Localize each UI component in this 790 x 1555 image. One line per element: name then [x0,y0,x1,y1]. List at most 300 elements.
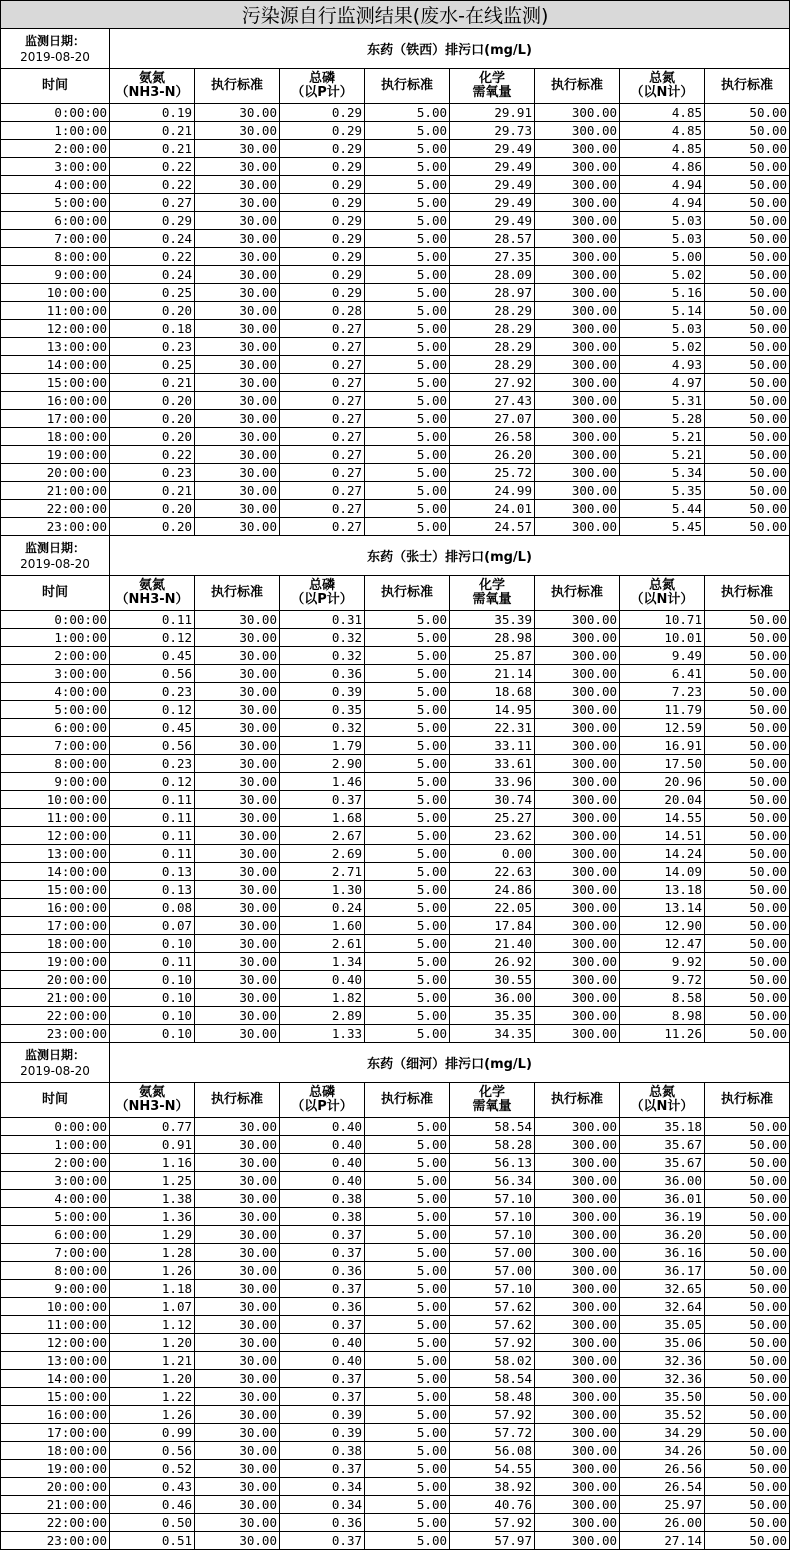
monitoring-date-label: 监测日期： [24,540,85,555]
value-cell: 0.29 [110,212,195,230]
value-cell: 1.22 [110,1388,195,1406]
value-cell: 24.01 [450,500,535,518]
value-cell: 5.00 [365,989,450,1007]
value-cell: 0.27 [280,338,365,356]
value-cell: 300.00 [535,863,620,881]
table-row [1,302,790,320]
value-cell: 5.00 [365,1172,450,1190]
value-cell: 50.00 [705,410,790,428]
value-cell: 1.26 [110,1406,195,1424]
value-cell: 36.01 [620,1190,705,1208]
column-header [365,69,450,104]
column-header [620,69,705,104]
value-cell: 50.00 [705,1136,790,1154]
value-cell: 1.38 [110,1190,195,1208]
time-cell: 22:00:00 [1,1514,110,1532]
table-row [1,1388,790,1406]
value-cell: 5.00 [365,428,450,446]
value-cell: 5.00 [365,374,450,392]
column-header-row [1,1083,790,1118]
time-cell: 0:00:00 [1,1118,110,1136]
value-cell: 0.11 [110,791,195,809]
column-header-label: （以P计） [291,1099,353,1114]
column-header [280,69,365,104]
time-cell: 8:00:00 [1,1262,110,1280]
value-cell: 0.45 [110,719,195,737]
time-cell: 6:00:00 [1,719,110,737]
table-row [1,140,790,158]
value-cell: 5.00 [365,1370,450,1388]
time-cell: 8:00:00 [1,248,110,266]
value-cell: 22.63 [450,863,535,881]
value-cell: 0.36 [280,1514,365,1532]
column-header [705,1083,790,1118]
value-cell: 0.56 [110,737,195,755]
value-cell: 12.47 [620,935,705,953]
value-cell: 29.49 [450,212,535,230]
value-cell: 300.00 [535,1334,620,1352]
value-cell: 50.00 [705,683,790,701]
value-cell: 1.82 [280,989,365,1007]
column-header-label: 执行标准 [721,1092,774,1107]
value-cell: 300.00 [535,122,620,140]
value-cell: 5.44 [620,500,705,518]
column-header-label: 化学 [478,71,505,86]
value-cell: 5.00 [365,665,450,683]
value-cell: 32.36 [620,1352,705,1370]
value-cell: 5.00 [365,1208,450,1226]
value-cell: 5.00 [365,446,450,464]
value-cell: 0.37 [280,1370,365,1388]
value-cell: 30.00 [195,863,280,881]
value-cell: 0.12 [110,629,195,647]
value-cell: 0.51 [110,1532,195,1550]
value-cell: 50.00 [705,248,790,266]
value-cell: 29.49 [450,140,535,158]
value-cell: 300.00 [535,1226,620,1244]
value-cell: 8.58 [620,989,705,1007]
value-cell: 0.22 [110,158,195,176]
value-cell: 0.36 [280,1262,365,1280]
value-cell: 5.00 [365,1007,450,1025]
value-cell: 5.02 [620,338,705,356]
time-cell: 5:00:00 [1,1208,110,1226]
column-header [1,1083,110,1118]
value-cell: 0.43 [110,1478,195,1496]
value-cell: 9.49 [620,647,705,665]
value-cell: 0.12 [110,701,195,719]
value-cell: 300.00 [535,410,620,428]
table-row [1,953,790,971]
value-cell: 56.34 [450,1172,535,1190]
value-cell: 0.29 [280,230,365,248]
value-cell: 50.00 [705,1334,790,1352]
time-cell: 21:00:00 [1,989,110,1007]
value-cell: 0.23 [110,755,195,773]
value-cell: 30.00 [195,302,280,320]
table-row [1,338,790,356]
value-cell: 14.51 [620,827,705,845]
value-cell: 0.32 [280,719,365,737]
value-cell: 0.22 [110,176,195,194]
value-cell: 10.71 [620,611,705,629]
value-cell: 0.52 [110,1460,195,1478]
table-row [1,284,790,302]
column-header-label: 执行标准 [550,585,603,600]
value-cell: 0.39 [280,1424,365,1442]
value-cell: 0.11 [110,845,195,863]
value-cell: 0.27 [280,356,365,374]
value-cell: 0.07 [110,917,195,935]
value-cell: 28.09 [450,266,535,284]
value-cell: 0.36 [280,1298,365,1316]
table-row [1,356,790,374]
value-cell: 0.40 [280,1334,365,1352]
value-cell: 50.00 [705,719,790,737]
value-cell: 30.00 [195,482,280,500]
value-cell: 5.00 [365,863,450,881]
value-cell: 30.00 [195,500,280,518]
value-cell: 35.52 [620,1406,705,1424]
value-cell: 50.00 [705,935,790,953]
column-header-label: （以P计） [291,85,353,100]
value-cell: 30.00 [195,104,280,122]
value-cell: 1.16 [110,1154,195,1172]
value-cell: 50.00 [705,266,790,284]
value-cell: 57.62 [450,1298,535,1316]
value-cell: 5.00 [365,1388,450,1406]
value-cell: 5.00 [365,338,450,356]
value-cell: 30.00 [195,809,280,827]
time-cell: 18:00:00 [1,935,110,953]
column-header-label: 总氮 [648,71,675,86]
value-cell: 300.00 [535,1514,620,1532]
value-cell: 5.00 [365,266,450,284]
value-cell: 1.20 [110,1370,195,1388]
value-cell: 30.00 [195,1262,280,1280]
value-cell: 50.00 [705,1244,790,1262]
value-cell: 5.00 [365,971,450,989]
value-cell: 30.00 [195,1514,280,1532]
value-cell: 0.20 [110,302,195,320]
value-cell: 30.00 [195,338,280,356]
table-row [1,410,790,428]
value-cell: 300.00 [535,1496,620,1514]
value-cell: 35.18 [620,1118,705,1136]
value-cell: 0.29 [280,158,365,176]
table-row [1,1136,790,1154]
value-cell: 5.00 [365,1442,450,1460]
table-row [1,518,790,536]
value-cell: 35.50 [620,1388,705,1406]
table-row [1,1262,790,1280]
value-cell: 20.96 [620,773,705,791]
value-cell: 300.00 [535,755,620,773]
value-cell: 5.21 [620,446,705,464]
value-cell: 300.00 [535,647,620,665]
outlet-name: 东药（细河）排污口(mg/L) [110,1043,790,1083]
value-cell: 300.00 [535,683,620,701]
value-cell: 22.31 [450,719,535,737]
value-cell: 50.00 [705,518,790,536]
column-header-label: （以N计） [630,592,694,607]
value-cell: 300.00 [535,248,620,266]
time-cell: 17:00:00 [1,410,110,428]
time-cell: 13:00:00 [1,845,110,863]
time-cell: 17:00:00 [1,1424,110,1442]
value-cell: 18.68 [450,683,535,701]
value-cell: 50.00 [705,212,790,230]
time-cell: 12:00:00 [1,320,110,338]
value-cell: 5.00 [365,1280,450,1298]
value-cell: 5.21 [620,428,705,446]
value-cell: 0.37 [280,1460,365,1478]
value-cell: 0.27 [280,392,365,410]
value-cell: 50.00 [705,1226,790,1244]
value-cell: 5.00 [365,755,450,773]
table-row [1,1532,790,1550]
value-cell: 14.24 [620,845,705,863]
value-cell: 50.00 [705,1172,790,1190]
value-cell: 50.00 [705,1478,790,1496]
value-cell: 1.20 [110,1334,195,1352]
value-cell: 4.85 [620,104,705,122]
column-header-label: （以N计） [630,1099,694,1114]
time-cell: 20:00:00 [1,1478,110,1496]
value-cell: 0.22 [110,248,195,266]
table-row [1,1424,790,1442]
value-cell: 30.00 [195,989,280,1007]
value-cell: 5.00 [365,1190,450,1208]
time-cell: 14:00:00 [1,863,110,881]
value-cell: 0.11 [110,809,195,827]
value-cell: 50.00 [705,482,790,500]
value-cell: 2.69 [280,845,365,863]
value-cell: 24.99 [450,482,535,500]
value-cell: 300.00 [535,500,620,518]
time-cell: 15:00:00 [1,374,110,392]
column-header-label: 化学 [478,1085,505,1100]
value-cell: 0.10 [110,1025,195,1043]
value-cell: 5.28 [620,410,705,428]
table-row [1,629,790,647]
column-header-label: （NH3-N） [115,592,189,607]
value-cell: 0.27 [280,518,365,536]
value-cell: 4.86 [620,158,705,176]
value-cell: 9.72 [620,971,705,989]
table-row [1,1298,790,1316]
column-header [535,69,620,104]
value-cell: 2.89 [280,1007,365,1025]
value-cell: 50.00 [705,1406,790,1424]
column-header-label: 氨氮 [138,1085,165,1100]
value-cell: 5.00 [365,629,450,647]
value-cell: 30.00 [195,1172,280,1190]
value-cell: 0.29 [280,248,365,266]
value-cell: 57.10 [450,1190,535,1208]
table-row [1,1244,790,1262]
value-cell: 0.46 [110,1496,195,1514]
column-header-label: 时间 [41,585,68,600]
time-cell: 10:00:00 [1,1298,110,1316]
value-cell: 50.00 [705,302,790,320]
column-header [535,576,620,611]
value-cell: 300.00 [535,428,620,446]
value-cell: 30.00 [195,827,280,845]
column-header [705,576,790,611]
value-cell: 29.49 [450,158,535,176]
value-cell: 0.77 [110,1118,195,1136]
value-cell: 36.00 [450,989,535,1007]
value-cell: 300.00 [535,1352,620,1370]
value-cell: 300.00 [535,1316,620,1334]
time-cell: 21:00:00 [1,482,110,500]
value-cell: 30.00 [195,1244,280,1262]
value-cell: 34.29 [620,1424,705,1442]
value-cell: 5.00 [365,1136,450,1154]
column-header-label: （以N计） [630,85,694,100]
value-cell: 5.00 [365,122,450,140]
value-cell: 30.00 [195,1298,280,1316]
value-cell: 40.76 [450,1496,535,1514]
value-cell: 5.00 [365,104,450,122]
value-cell: 1.34 [280,953,365,971]
table-row [1,899,790,917]
value-cell: 5.14 [620,302,705,320]
value-cell: 0.29 [280,176,365,194]
value-cell: 25.72 [450,464,535,482]
value-cell: 2.67 [280,827,365,845]
column-header [110,576,195,611]
value-cell: 50.00 [705,1316,790,1334]
value-cell: 50.00 [705,320,790,338]
value-cell: 50.00 [705,737,790,755]
value-cell: 1.12 [110,1316,195,1334]
value-cell: 0.29 [280,284,365,302]
time-cell: 21:00:00 [1,1496,110,1514]
time-cell: 9:00:00 [1,266,110,284]
value-cell: 0.27 [280,374,365,392]
value-cell: 0.37 [280,791,365,809]
column-header-label: 总磷 [308,578,335,593]
value-cell: 300.00 [535,104,620,122]
time-cell: 22:00:00 [1,500,110,518]
value-cell: 300.00 [535,1190,620,1208]
value-cell: 50.00 [705,158,790,176]
value-cell: 5.16 [620,284,705,302]
value-cell: 50.00 [705,1190,790,1208]
value-cell: 50.00 [705,1025,790,1043]
value-cell: 0.20 [110,392,195,410]
value-cell: 5.00 [365,1262,450,1280]
value-cell: 17.50 [620,755,705,773]
value-cell: 300.00 [535,701,620,719]
value-cell: 5.00 [365,212,450,230]
value-cell: 30.00 [195,1118,280,1136]
value-cell: 300.00 [535,320,620,338]
column-header [365,576,450,611]
value-cell: 36.17 [620,1262,705,1280]
value-cell: 30.00 [195,1406,280,1424]
value-cell: 50.00 [705,392,790,410]
column-header-label: 总氮 [648,1085,675,1100]
time-cell: 0:00:00 [1,611,110,629]
table-row [1,881,790,899]
table-row [1,683,790,701]
value-cell: 50.00 [705,899,790,917]
value-cell: 30.00 [195,212,280,230]
value-cell: 300.00 [535,374,620,392]
value-cell: 12.90 [620,917,705,935]
value-cell: 30.00 [195,647,280,665]
value-cell: 300.00 [535,266,620,284]
value-cell: 16.91 [620,737,705,755]
value-cell: 0.34 [280,1496,365,1514]
value-cell: 0.27 [280,482,365,500]
value-cell: 0.39 [280,1406,365,1424]
value-cell: 30.00 [195,1532,280,1550]
table-row [1,1007,790,1025]
table-row [1,482,790,500]
value-cell: 1.21 [110,1352,195,1370]
value-cell: 50.00 [705,953,790,971]
value-cell: 28.29 [450,338,535,356]
value-cell: 0.11 [110,611,195,629]
value-cell: 50.00 [705,1118,790,1136]
value-cell: 5.00 [365,1316,450,1334]
monitoring-date-cell [1,29,110,69]
value-cell: 30.00 [195,1352,280,1370]
value-cell: 50.00 [705,374,790,392]
value-cell: 56.08 [450,1442,535,1460]
value-cell: 58.54 [450,1118,535,1136]
value-cell: 0.25 [110,284,195,302]
value-cell: 50.00 [705,1280,790,1298]
value-cell: 50.00 [705,1514,790,1532]
value-cell: 5.00 [365,917,450,935]
value-cell: 5.00 [365,482,450,500]
time-cell: 13:00:00 [1,338,110,356]
value-cell: 30.00 [195,845,280,863]
column-header-label: 执行标准 [380,78,433,93]
column-header [195,69,280,104]
value-cell: 300.00 [535,1025,620,1043]
value-cell: 300.00 [535,392,620,410]
time-cell: 7:00:00 [1,1244,110,1262]
time-cell: 16:00:00 [1,1406,110,1424]
value-cell: 0.31 [280,611,365,629]
table-row [1,935,790,953]
value-cell: 27.07 [450,410,535,428]
value-cell: 50.00 [705,1007,790,1025]
table-row [1,611,790,629]
value-cell: 5.00 [365,1352,450,1370]
value-cell: 5.00 [365,392,450,410]
value-cell: 50.00 [705,500,790,518]
column-header-label: 总磷 [308,1085,335,1100]
value-cell: 32.36 [620,1370,705,1388]
value-cell: 9.92 [620,953,705,971]
value-cell: 58.48 [450,1388,535,1406]
value-cell: 300.00 [535,953,620,971]
table-row [1,971,790,989]
value-cell: 5.00 [365,935,450,953]
value-cell: 0.21 [110,374,195,392]
value-cell: 30.00 [195,266,280,284]
table-row [1,500,790,518]
value-cell: 30.00 [195,971,280,989]
column-header-label: 氨氮 [138,71,165,86]
